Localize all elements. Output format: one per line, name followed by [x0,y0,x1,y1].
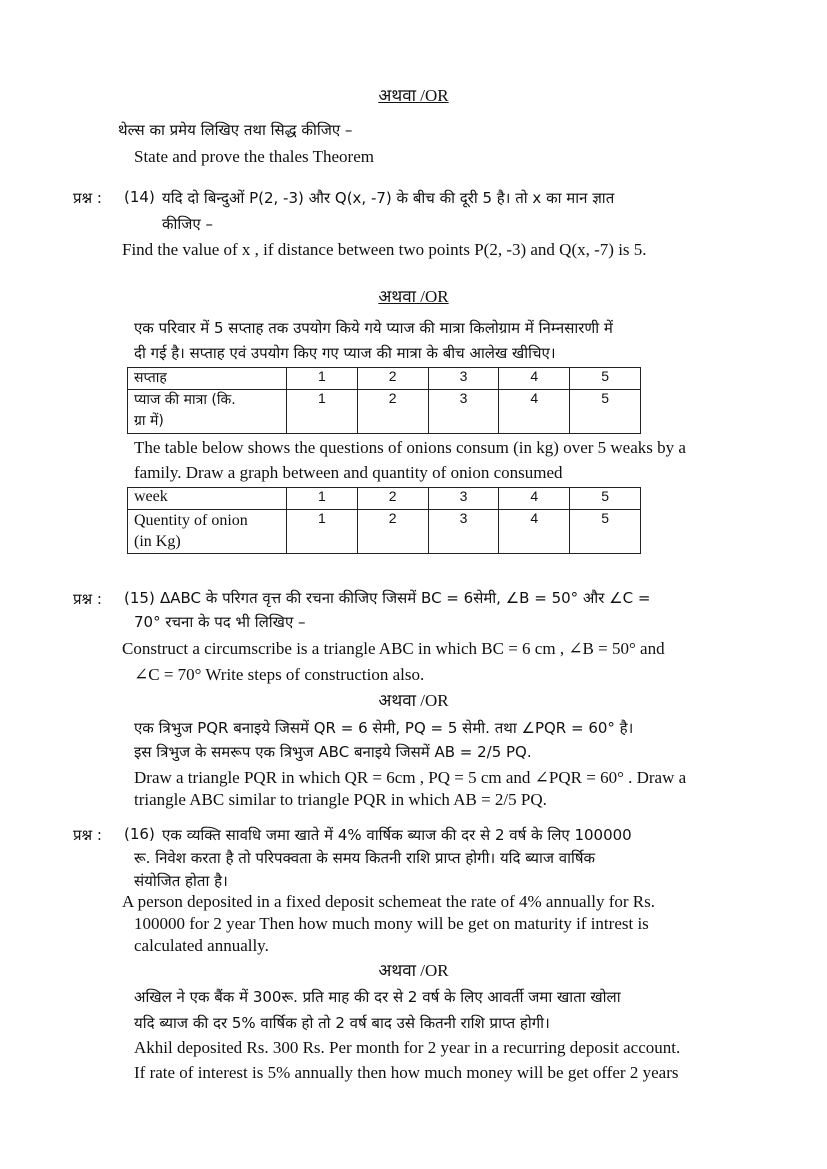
table-cell: 5 [570,510,641,554]
q16-or-english-line1: Akhil deposited Rs. 300 Rs. Per month for 2 year in a recurring deposit account. [134,1038,681,1057]
question-number: (16) [124,825,155,843]
q15-or-hindi-line1: एक त्रिभुज PQR बनाइये जिसमें QR = 6 सेमी, PQ = 5 सेमी. तथा ∠PQR = 60° है। [134,719,634,737]
or-heading: अथवा /OR [378,86,449,105]
table-cell: 5 [570,368,641,390]
onion-table-english [127,487,641,554]
q14-hindi-line1: यदि दो बिन्दुओं P(2, -3) और Q(x, -7) के बीच की दूरी 5 है। तो x का मान ज्ञात [162,189,615,207]
table-header-quantity [128,510,287,554]
q13-or-english: State and prove the thales Theorem [134,147,374,166]
question-number: (14) [124,188,155,206]
table-cell: 1 [287,510,358,554]
question-label: प्रश्न : [73,189,102,207]
q16-english-line2: 100000 for 2 year Then how much mony will be get on maturity if intrest is [134,914,649,933]
table-cell: 3 [428,390,499,434]
q14-english: Find the value of x , if distance between two points P(2, -3) and Q(x, -7) is 5. [122,240,647,259]
q13-or-hindi: थेल्स का प्रमेय लिखिए तथा सिद्ध कीजिए – [118,121,353,139]
table-cell: 2 [357,368,428,390]
q15-hindi-line1: ΔABC के परिगत वृत्त की रचना कीजिए जिसमें BC = 6सेमी, ∠B = 50° और ∠C = [160,589,651,607]
label-line: (in Kg) [134,533,181,550]
table-header-week: सप्ताह [128,368,287,390]
q16-or-hindi-line1: अखिल ने एक बैंक में 300रू. प्रति माह की दर से 2 वर्ष के लिए आवर्ती जमा खाता खोला [134,988,621,1006]
q15-or-english-line1: Draw a triangle PQR in which QR = 6cm , PQ = 5 cm and ∠PQR = 60° . Draw a [134,768,687,787]
table-cell: 4 [499,488,570,510]
table-cell: 2 [357,488,428,510]
table-cell: 2 [357,510,428,554]
q16-or-hindi-line2: यदि ब्याज की दर 5% वार्षिक हो तो 2 वर्ष बाद उसे कितनी राशि प्राप्त होगी। [134,1014,550,1032]
q14-or-hindi-line1: एक परिवार में 5 सप्ताह तक उपयोग किये गये प्याज की मात्रा किलोग्राम में निम्नसारणी में [134,319,613,337]
table-header-quantity [128,390,287,434]
or-heading: अथवा /OR [378,287,449,306]
onion-table-hindi [127,367,641,434]
q14-hindi-line2: कीजिए – [162,215,213,233]
table-cell: 3 [428,510,499,554]
table-cell: 4 [499,390,570,434]
q15-or-hindi-line2: इस त्रिभुज के समरूप एक त्रिभुज ABC बनाइये जिसमें AB = 2/5 PQ. [134,743,532,761]
q16-english-line1: A person deposited in a fixed deposit schemeat the rate of 4% annually for Rs. [122,892,655,911]
q16-or-english-line2: If rate of interest is 5% annually then how much money will be get offer 2 years [134,1063,679,1082]
table-row [128,368,641,390]
table-cell: 5 [570,488,641,510]
table-cell: 2 [357,390,428,434]
q15-hindi-line2: 70° रचना के पद भी लिखिए – [134,613,306,631]
table-cell: 3 [428,368,499,390]
table-cell: 3 [428,488,499,510]
label-line: प्याज की मात्रा (कि. [134,392,236,408]
q16-hindi-line2: रू. निवेश करता है तो परिपक्वता के समय कितनी राशि प्राप्त होगी। यदि ब्याज वार्षिक [134,849,596,867]
table-row [128,488,641,510]
table-cell: 4 [499,368,570,390]
table-cell: 1 [287,390,358,434]
q15-english-line2: ∠C = 70° Write steps of construction also. [134,665,425,684]
label-line: Quentity of onion [134,512,248,529]
q14-or-hindi-line2: दी गई है। सप्ताह एवं उपयोग किए गए प्याज की मात्रा के बीच आलेख खीचिए। [134,344,556,362]
question-number: (15) [124,589,155,607]
table-row [128,510,641,554]
q15-english-line1: Construct a circumscribe is a triangle ABC in which BC = 6 cm , ∠B = 50° and [122,639,665,658]
q15-or-english-line2: triangle ABC similar to triangle PQR in which AB = 2/5 PQ. [134,790,547,809]
table-cell: 1 [287,488,358,510]
table-cell: 5 [570,390,641,434]
q16-english-line3: calculated annually. [134,936,269,955]
table-cell: 1 [287,368,358,390]
q16-hindi-line3: संयोजित होता है। [134,872,228,890]
question-label: प्रश्न : [73,826,102,844]
question-label: प्रश्न : [73,590,102,608]
q16-hindi-line1: एक व्यक्ति सावधि जमा खाते में 4% वार्षिक ब्याज की दर से 2 वर्ष के लिए 100000 [162,826,632,844]
or-heading: अथवा /OR [378,691,449,710]
q14-or-english-line1: The table below shows the questions of onions consum (in kg) over 5 weaks by a [134,438,686,457]
q14-or-english-line2: family. Draw a graph between and quantity of onion consumed [134,463,563,482]
table-cell: 4 [499,510,570,554]
label-line: ग्रा में) [134,413,164,429]
table-header-week: week [128,488,287,510]
or-heading: अथवा /OR [378,961,449,980]
table-row [128,390,641,434]
